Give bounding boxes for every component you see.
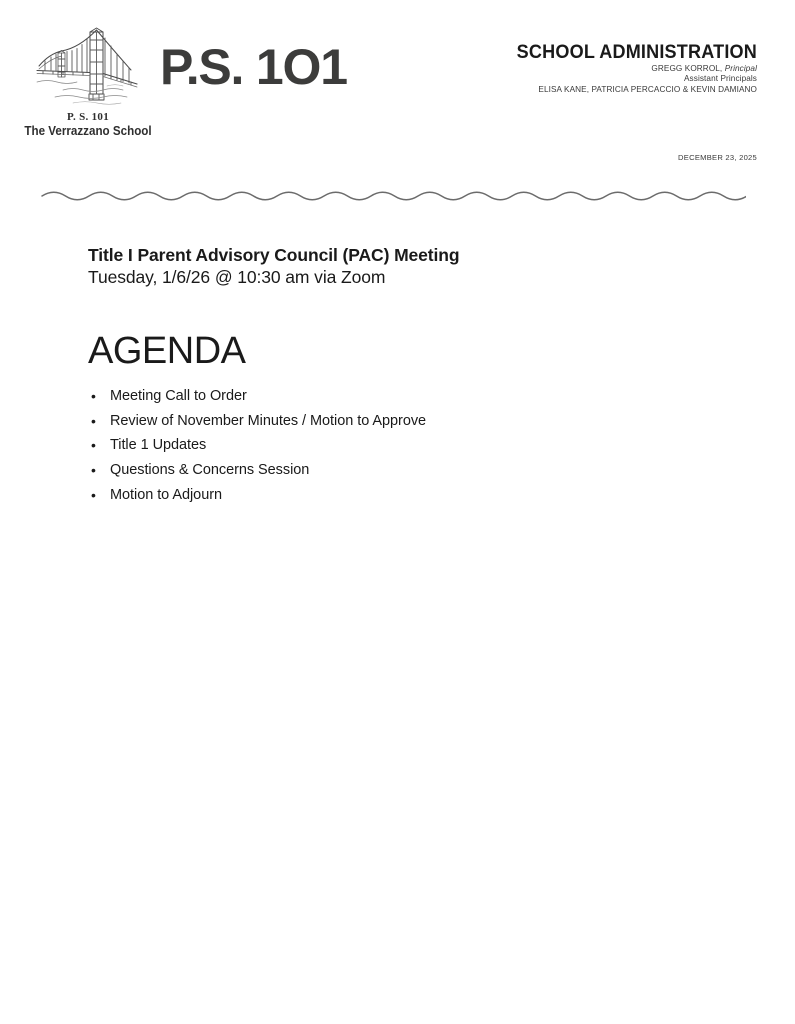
school-logo-block (18, 26, 158, 139)
agenda-list-item (88, 433, 728, 458)
bullet-icon: • (91, 486, 96, 503)
document-date: DECEMBER 23, 2025 (678, 153, 757, 162)
agenda-list-item (88, 384, 728, 409)
assistant-principals-label: Assistant Principals (684, 74, 757, 84)
logo-caption-ps101: P. S. 101 (66, 111, 110, 123)
school-administration-block (327, 42, 757, 95)
verrazzano-bridge-icon (33, 26, 143, 108)
principal-name: GREGG KORROL, (651, 64, 723, 73)
principal-title: Principal (724, 64, 757, 73)
agenda-list-item (88, 458, 728, 483)
agenda-list-item (88, 409, 728, 434)
logo-caption-school-name: The Verrazzano School (24, 124, 152, 138)
bullet-icon: • (91, 412, 96, 429)
agenda-list-item (88, 483, 728, 508)
agenda-heading: AGENDA (88, 330, 246, 372)
agenda-list (88, 384, 728, 508)
principal-line (327, 64, 757, 74)
agenda-item-label: Meeting Call to Order (110, 388, 247, 404)
agenda-item-label: Questions & Concerns Session (110, 462, 310, 479)
wavy-divider (40, 185, 746, 207)
assistant-principals-names: ELISA KANE, PATRICIA PERCACCIO & KEVIN DAMIANO (538, 84, 757, 94)
administration-heading: SCHOOL ADMINISTRATION (516, 42, 757, 63)
document-body (88, 244, 728, 508)
agenda-item-label: Motion to Adjourn (110, 486, 222, 503)
bullet-icon: • (91, 437, 96, 454)
letterhead (0, 0, 795, 180)
meeting-title: Title I Parent Advisory Council (PAC) Meeting (88, 245, 460, 265)
agenda-item-label: Title 1 Updates (110, 437, 207, 454)
bullet-icon: • (91, 388, 96, 404)
meeting-datetime: Tuesday, 1/6/26 @ 10:30 am via Zoom (88, 267, 386, 287)
bullet-icon: • (91, 462, 96, 479)
agenda-item-label: Review of November Minutes / Motion to Approve (110, 412, 427, 429)
school-wordmark: P.S. 1O1 (160, 39, 347, 95)
